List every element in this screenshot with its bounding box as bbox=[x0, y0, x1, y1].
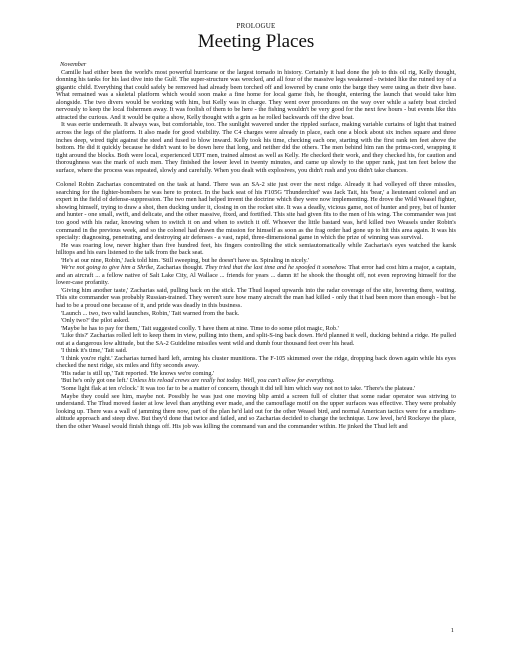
paragraph: 'I think you're right.' Zacharias turned hard left, arming his cluster munitions. The F-105 skimmed over the ridge, dropping back down again while his eyes checked the next ridge, six miles and fifty seconds away. bbox=[56, 354, 456, 370]
paragraph: Maybe they could see him, maybe not. Possibly he was just one moving blip amid a screen full of clutter that some radar operator was striving to understand. The Thud moved faster at low level than anything ever made, and the camouflage motif on the upper surfaces was effective. They were probably looking up. There was a wall of jamming there now, part of the plan he'd laid out for the other Weasel bird, and normal American tactics were for a medium-altitude approach and steep dive. But they'd done that twice and failed, and so Zacharias decided to change the technique. Low level, he'd Rockeye the place, then the other Weasel would finish things off. His job was killing the command van and the commander within. He jinked the Thud left and bbox=[56, 392, 456, 430]
paragraph: Camille had either been the world's most powerful hurricane or the largest tornado in history. Certainly it had done the job to this oil rig, Kelly thought, donning his tanks for his last dive into the Gulf. The super-structure was wrecked, and all four of the massive legs weakened - twisted like the ruined toy of a gigantic child. Everything that could safely be removed had already been torched off and lowered by crane onto the barge they were using as their dive base. What remained was a skeletal platform which would soon make a fine home for local game fish, he thought, entering the launch that would take him alongside. The two divers would be working with him, but Kelly was in charge. They went over procedures on the way over while a safety boat circled nervously to keep the local fishermen away. It was foolish of them to be here - the fishing wouldn't be very good for the next few hours - but events like this attracted the curious. And it would be quite a show, Kelly thought with a grin as he rolled backwards off the dive boat. bbox=[56, 68, 456, 121]
section-break bbox=[56, 174, 456, 181]
paragraph: 'His radar is still up,' Tait reported. 'He knows we're coming.' bbox=[61, 369, 215, 377]
italic-thought: They tried that the last time and he spoofed it somehow. bbox=[205, 264, 347, 272]
prologue-label: PROLOGUE bbox=[236, 22, 276, 30]
paragraph: 'Like this?' Zacharias rolled left to keep them in view, pulling into them, and split-S-ing back down. He'd planned it well, ducking behind a ridge. He pulled out at a dangerous low altitude, but the SA-2 Guideline missiles went wild and dumb four thousand feet over his head. bbox=[56, 332, 456, 347]
paragraph: 'But he's only got one left.' Unless his reload crews are really hot today. Well, you can't allow for everything. bbox=[61, 377, 335, 385]
paragraph: Colonel Robin Zacharias concentrated on the task at hand. There was an SA-2 site just over the next ridge. Already it had volleyed off three missiles, searching for the fighter-bombers he was here to protect. In the back seat of his F105G 'Thunderchief' was Jack Tait, his 'bear,' a lieutenant colonel and an expert in the field of defense-suppression. The two men had helped invent the doctrine which they were now implementing. He drove the Wild Weasel fighter, showing himself, trying to draw a shot, then ducking under it, closing in on the rocket site. It was a deadly, vicious game, not of hunter and prey, but of hunter and hunter - one small, swift, and delicate, and the other massive, fixed, and fortified. This site had given fits to the men of his wing. The commander was just too good with his radar, knowing when to switch it on and when to switch it off. Whoever the little bastard was, he'd killed two Weasels under Robin's command in the previous week, and so the colonel had drawn the mission for himself as soon as the frag order had gone up to hit this area again. It was his specialty: diagnosing, penetrating, and destroying air defenses - a vast, rapid, three-dimensional game in which the prize of winning was survival. bbox=[56, 181, 456, 242]
paragraph: 'Maybe he has to pay for them,' Tait suggested coolly. 'I have them at nine. Time to do some pilot magic, Rob.' bbox=[61, 324, 339, 332]
paragraph: It was eerie underneath. It always was, but comfortable, too. The sunlight wavered under the rippled surface, making variable curtains of light that trained across the legs of the platform. It also made for good visibility. The C4 charges were already in place, each one a block about six inches square and three inches deep, wired tight against the steel and fused to blow inward. Kelly took his time, checking each one, starting with the first rank ten feet above the bottom. He did it quickly because he didn't want to be down here that long, and neither did the others. The men behind him ran the prima-cord, wrapping it tight around the blocks. Both were local, experienced UDT men, trained almost as well as Kelly. He checked their work, and they checked his, for caution and thoroughness was the mark of such men. They finished the lower level in twenty minutes, and came up slowly to the upper rank, just ten feet below the surface, where the process was repeated, slowly and carefully. When you dealt with explosives, you didn't rush and you didn't take chances. bbox=[56, 121, 456, 174]
chapter-title: Meeting Places bbox=[197, 31, 315, 52]
italic-thought: We're not going to give him a Shrike, bbox=[61, 264, 155, 272]
book-page bbox=[56, 22, 456, 430]
paragraph: 'Only two?' the pilot asked. bbox=[61, 317, 130, 325]
paragraph: 'I think it's time,' Tait said. bbox=[61, 347, 128, 355]
paragraph: We're not going to give him a Shrike, Zacharias thought. They tried that the last time and he spoofed it somehow. That error had cost him a major, a captain, and an aircraft ... a fellow native of Salt Lake City, Al Wallace ... friends for years ... damn it! he shook the thought off, not even reproving himself for the lower-case profanity. bbox=[56, 264, 457, 287]
paragraph: 'Giving him another taste,' Zacharias said, pulling back on the stick. The Thud leaped upwards into the radar coverage of the site, hovering there, waiting. This site commander was probably Russian-trained. They weren't sure how many aircraft the man had killed - only that it had been more than enough - but he had to be a proud one because of it, and pride was deadly in this business. bbox=[56, 286, 456, 309]
section-november bbox=[56, 61, 456, 174]
paragraph: 'Some light flak at ten o'clock.' It was too far to be a matter of concern, though it did tell him which way not not to take. 'There's the plateau.' bbox=[61, 385, 416, 393]
paragraph: 'Launch ... two, two valid launches, Robin,' Tait warned from the back. bbox=[61, 309, 240, 317]
section-zacharias bbox=[56, 181, 456, 430]
paragraph: 'He's at our nine, Robin,' Jack told him. 'Still sweeping, but he doesn't have us. Spiraling in nicely.' bbox=[61, 256, 309, 264]
section-date-label: November bbox=[60, 61, 87, 68]
italic-thought: Unless his reload crews are really hot today. Well, you can't allow for everything. bbox=[129, 377, 335, 385]
page-number: 1 bbox=[450, 627, 454, 634]
paragraph: He was roaring low, never higher than five hundred feet, his fingers controlling the stick semiautomatically while Zacharias's eyes watched the karsk hilltops and his ears listened to the talk from the back seat. bbox=[56, 241, 456, 257]
